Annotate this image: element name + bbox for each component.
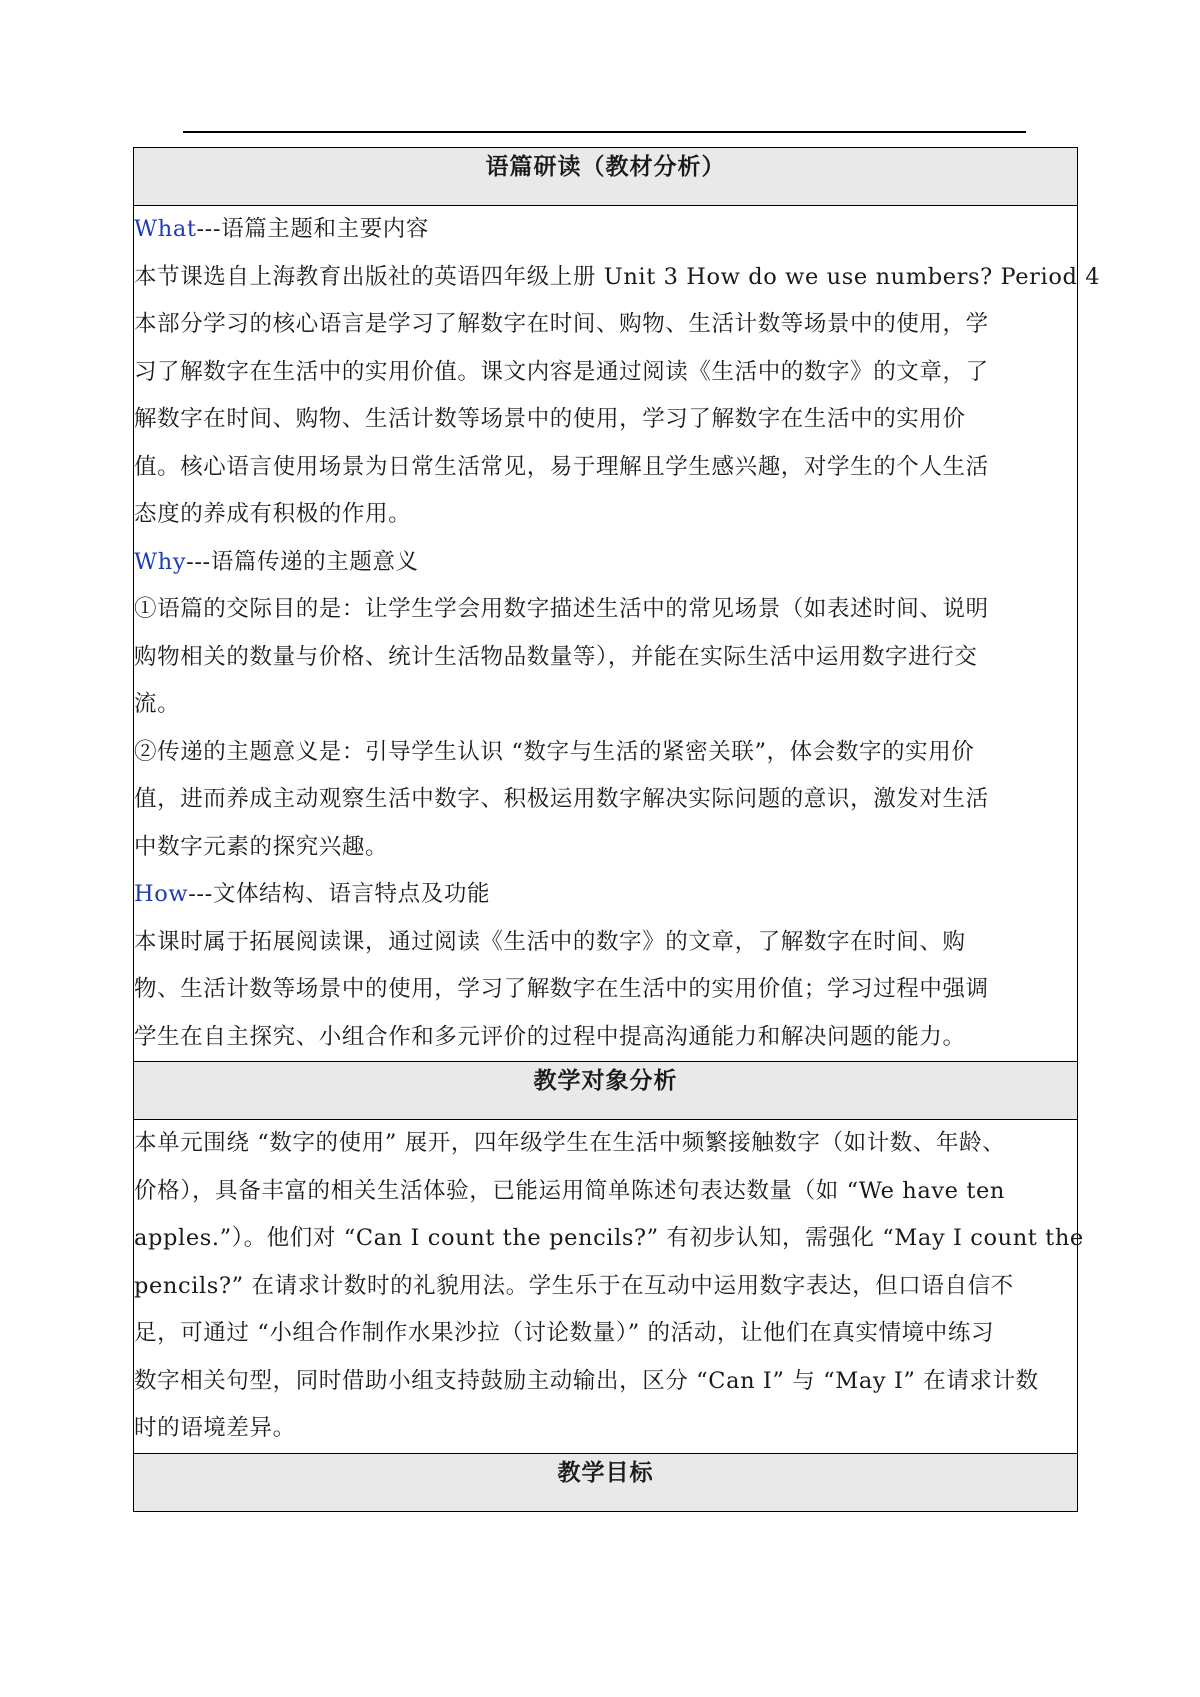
section-header-analysis: 语篇研读（教材分析）: [134, 148, 1078, 206]
why-line: 中数字元素的探究兴趣。: [134, 833, 389, 860]
top-rule: [183, 131, 1026, 133]
students-line: 数字相关句型，同时借助小组支持鼓励主动输出，区分 “Can I” 与 “May I” 在请求计数: [134, 1367, 1039, 1394]
students-body: [134, 1120, 1084, 1454]
why-line: ①语篇的交际目的是：让学生学会用数字描述生活中的常见场景（如表述时间、说明: [134, 596, 989, 622]
lesson-plan-table: [133, 147, 1101, 1512]
how-line: 学生在自主探究、小组合作和多元评价的过程中提高沟通能力和解决问题的能力。: [134, 1023, 966, 1050]
what-line: 习了解数字在生活中的实用价值。课文内容是通过阅读《生活中的数字》的文章，了: [134, 358, 989, 385]
why-tag: Why: [134, 548, 187, 575]
what-line: 本部分学习的核心语言是学习了解数字在时间、购物、生活计数等场景中的使用，学: [134, 311, 989, 337]
how-line: 本课时属于拓展阅读课，通过阅读《生活中的数字》的文章，了解数字在时间、购: [134, 928, 966, 955]
why-line: 流。: [134, 691, 181, 717]
students-line: 价格），具备丰富的相关生活体验，已能运用简单陈述句表达数量（如 “We have ten: [134, 1177, 1005, 1204]
what-line: 值。核心语言使用场景为日常生活常见，易于理解且学生感兴趣，对学生的个人生活: [134, 453, 989, 480]
students-line: 本单元围绕 “数字的使用” 展开，四年级学生在生活中频繁接触数字（如计数、年龄、: [134, 1130, 1006, 1156]
why-heading: [134, 539, 1077, 587]
students-line: pencils?” 在请求计数时的礼貌用法。学生乐于在互动中运用数字表达，但口语自信不: [134, 1272, 1014, 1299]
what-line: 本节课选自上海教育出版社的英语四年级上册 Unit 3 How do we use numbers? Period 4: [134, 263, 1101, 290]
how-line: 物、生活计数等场景中的使用，学习了解数字在生活中的实用价值；学习过程中强调: [134, 976, 989, 1002]
how-heading: [134, 871, 1077, 919]
analysis-body: [134, 206, 1101, 1062]
what-line: 态度的养成有积极的作用。: [134, 501, 412, 527]
section-header-goals: 教学目标: [134, 1453, 1078, 1511]
what-line: 解数字在时间、购物、生活计数等场景中的使用，学习了解数字在生活中的实用价: [134, 406, 966, 432]
why-line: 值，进而养成主动观察生活中数字、积极运用数字解决实际问题的意识，激发对生活: [134, 786, 989, 812]
why-line: ②传递的主题意义是：引导学生认识 “数字与生活的紧密关联”，体会数字的实用价: [134, 738, 975, 765]
students-line: apples.”）。他们对 “Can I count the pencils?” 有初步认知，需强化 “May I count the: [134, 1225, 1084, 1251]
what-tag: What: [134, 216, 197, 242]
why-line: 购物相关的数量与价格、统计生活物品数量等），并能在实际生活中运用数字进行交: [134, 643, 978, 670]
what-heading: [134, 206, 1077, 254]
section-header-students: 教学对象分析: [134, 1062, 1078, 1120]
how-tag: How: [134, 881, 189, 907]
students-line: 足，可通过 “小组合作制作水果沙拉（讨论数量）” 的活动，让他们在真实情境中练习: [134, 1320, 995, 1346]
students-line: 时的语境差异。: [134, 1415, 296, 1441]
how-heading-text: ---文体结构、语言特点及功能: [188, 881, 491, 907]
what-heading-text: ---语篇主题和主要内容: [196, 216, 429, 242]
why-heading-text: ---语篇传递的主题意义: [186, 548, 419, 575]
